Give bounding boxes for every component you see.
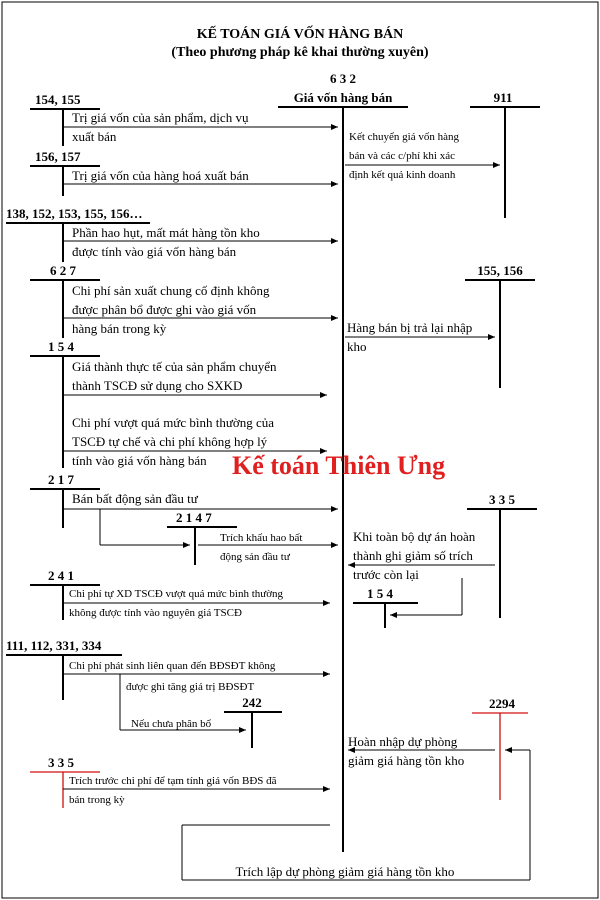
label-l9-line1: Chi phí tự XD TSCĐ vượt quá mức bình thường	[69, 588, 284, 600]
label-l4-line2: được phân bổ được ghi vào giá vốn	[72, 302, 257, 317]
label-l9-line2: không được tính vào nguyên giá TSCĐ	[69, 607, 242, 619]
account-154-code: 1 5 4	[48, 339, 74, 354]
diagram-title: KẾ TOÁN GIÁ VỐN HÀNG BÁN	[196, 27, 404, 42]
label-l6-line3: tính vào giá vốn hàng bán	[72, 453, 207, 468]
label-l6-line2: TSCĐ tự chế và chi phí không hợp lý	[72, 434, 268, 449]
diagram-subtitle: (Theo phương pháp kê khai thường xuyên)	[171, 45, 429, 60]
account-335-right-code: 3 3 5	[489, 492, 515, 507]
label-l4-line1: Chi phí sản xuất chung cố định không	[72, 283, 270, 298]
account-154-155-code: 154, 155	[35, 92, 81, 107]
label-bottom: Trích lập dự phòng giảm giá hàng tồn kho	[235, 864, 455, 879]
label-l10-line2: được ghi tăng giá trị BĐSĐT	[126, 681, 255, 693]
account-2294-code: 2294	[489, 696, 515, 711]
label-r1-line3: định kết quả kinh doanh	[349, 169, 456, 181]
account-242-code: 242	[242, 695, 262, 710]
watermark-text: Kế toán Thiên Ưng	[232, 451, 446, 480]
label-l3-line2: được tính vào giá vốn hàng bán	[72, 244, 237, 259]
account-335-left-code: 3 3 5	[48, 755, 74, 770]
label-l3-line1: Phần hao hụt, mất mát hàng tồn kho	[72, 225, 260, 240]
account-627-code: 6 2 7	[50, 263, 76, 278]
label-l6-line1: Chi phí vượt quá mức bình thường của	[72, 415, 275, 430]
label-l11: Nếu chưa phân bổ	[131, 718, 212, 730]
label-l7: Bán bất động sản đầu tư	[72, 491, 198, 506]
label-l10-line1: Chi phí phát sinh liên quan đến BĐSĐT không	[69, 660, 276, 672]
label-r4-line2: giảm giá hàng tồn kho	[348, 753, 465, 768]
label-r1-line1: Kết chuyển giá vốn hàng	[349, 131, 459, 143]
account-155-156-right-code: 155, 156	[477, 263, 523, 278]
label-l12-line2: bán trong kỳ	[69, 794, 125, 806]
label-l4-line3: hàng bán trong kỳ	[72, 321, 167, 336]
account-111-code: 111, 112, 331, 334	[6, 638, 102, 653]
label-l8-line1: Trích khấu hao bất	[220, 532, 303, 544]
label-l1-line2: xuất bán	[72, 129, 117, 144]
account-154-right-code: 1 5 4	[367, 586, 393, 601]
label-r2-line2: kho	[347, 339, 367, 354]
label-l2: Trị giá vốn của hàng hoá xuất bán	[72, 168, 249, 183]
label-l5-line2: thành TSCĐ sử dụng cho SXKD	[72, 378, 243, 393]
label-r3-line2: thành ghi giảm số trích	[353, 548, 473, 563]
label-l1-line1: Trị giá vốn của sản phẩm, dịch vụ	[72, 110, 249, 125]
label-l12-line1: Trích trước chi phí để tạm tính giá vốn BĐS đã	[69, 775, 277, 787]
label-r2-line1: Hàng bán bị trả lại nhập	[347, 320, 473, 335]
label-r3-line1: Khi toàn bộ dự án hoàn	[353, 529, 476, 544]
account-632-code: 6 3 2	[330, 71, 356, 86]
account-241-code: 2 4 1	[48, 568, 74, 583]
label-r4-line1: Hoàn nhập dự phòng	[348, 734, 458, 749]
label-r1-line2: bán và các c/phí khi xác	[349, 150, 455, 162]
label-r3-line3: trước còn lại	[353, 567, 419, 582]
label-l8-line2: động sản đầu tư	[220, 551, 290, 563]
account-911-code: 911	[493, 90, 513, 105]
label-l5-line1: Giá thành thực tế của sản phẩm chuyển	[72, 359, 277, 374]
account-138-code: 138, 152, 153, 155, 156…	[6, 206, 143, 221]
account-217-code: 2 1 7	[48, 472, 74, 487]
account-2147-code: 2 1 4 7	[176, 510, 212, 525]
account-156-157-code: 156, 157	[35, 149, 81, 164]
account-632-name: Giá vốn hàng bán	[293, 90, 393, 105]
